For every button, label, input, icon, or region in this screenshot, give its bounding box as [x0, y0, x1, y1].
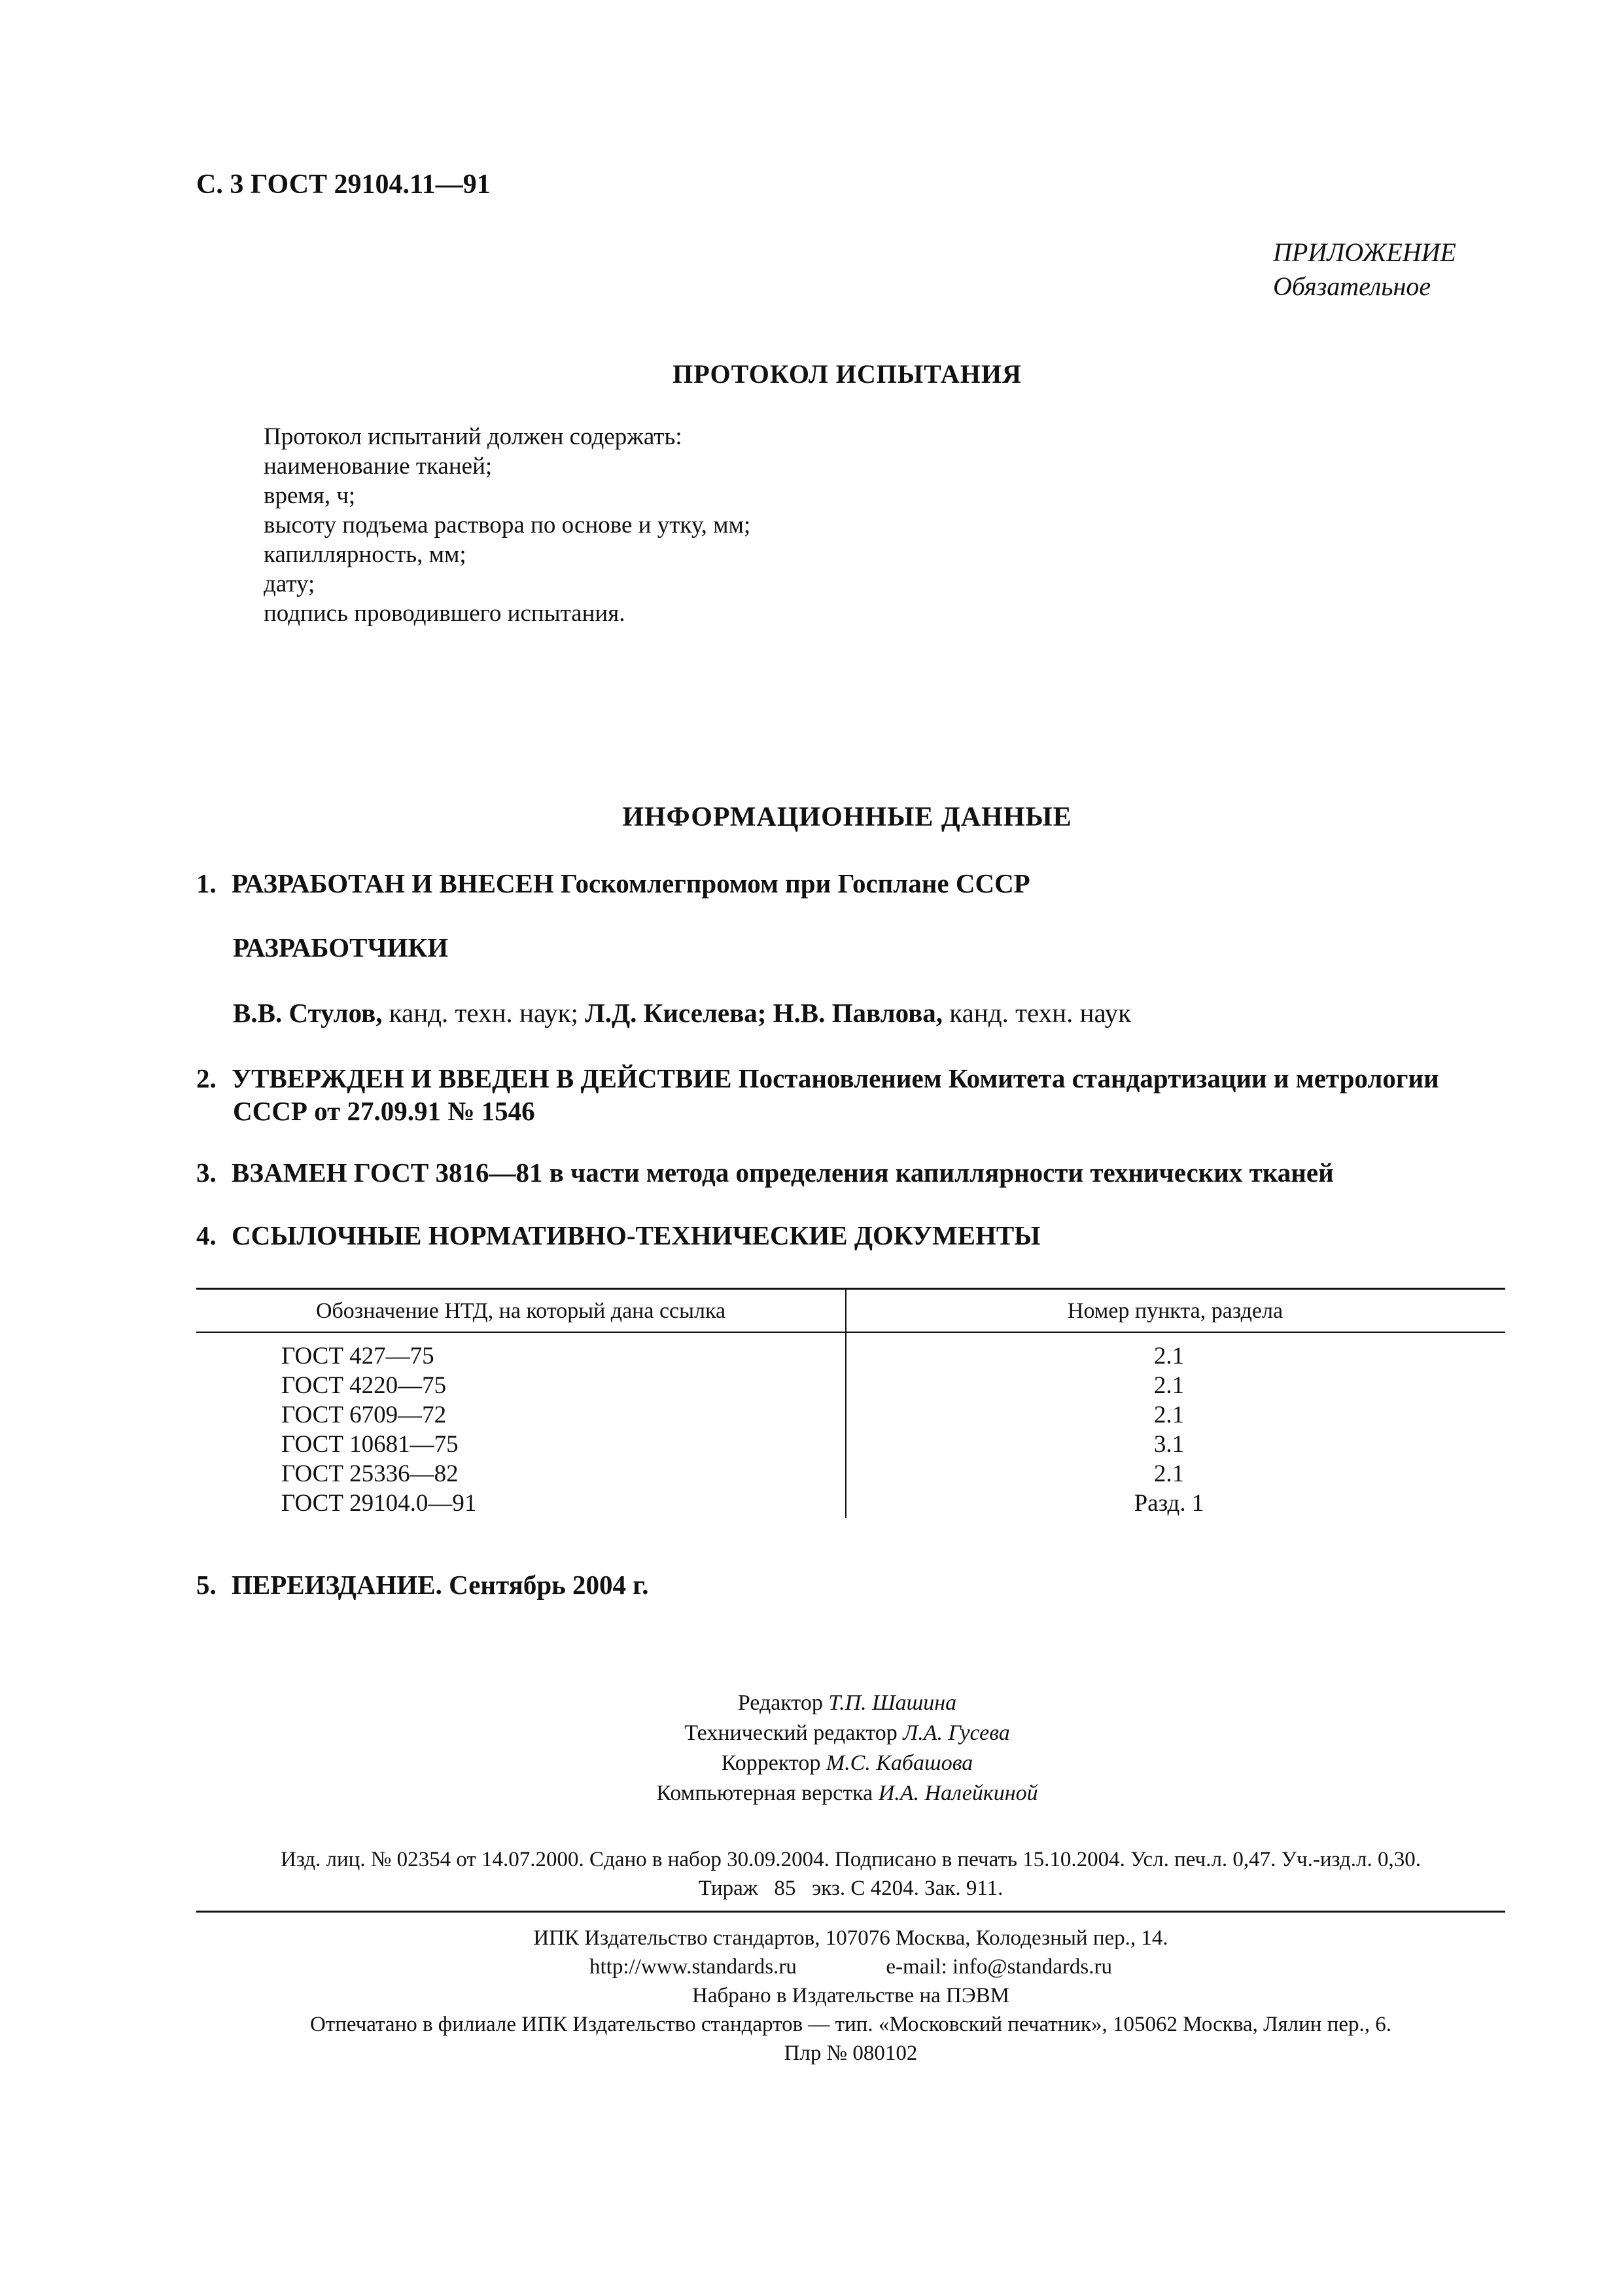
- protocol-line: время, ч;: [264, 482, 356, 509]
- publisher-license: Плр № 080102: [784, 2041, 918, 2065]
- editor-line: [0, 1748, 1623, 1778]
- table-column-designation: [281, 1341, 476, 1518]
- info-item-5: [196, 1568, 649, 1601]
- table-column-clause: [845, 1341, 1493, 1518]
- table-cell: 2.1: [1153, 1372, 1185, 1399]
- table-header-rule: [196, 1332, 1505, 1333]
- table-row: ГОСТ 6709—72: [281, 1402, 447, 1428]
- editor-role: Корректор: [721, 1751, 826, 1775]
- table-header-designation: Обозначение НТД, на который дана ссылка: [315, 1299, 726, 1323]
- protocol-line: Протокол испытаний должен содержать:: [264, 423, 682, 450]
- appendix-title: ПРИЛОЖЕНИЕ: [1273, 238, 1456, 267]
- developers-list: [233, 997, 1131, 1029]
- publisher-email[interactable]: e-mail: info@standards.ru: [886, 1955, 1112, 1979]
- item-number: 3.: [196, 1157, 217, 1188]
- table-cell: 3.1: [1153, 1431, 1185, 1458]
- info-title: ИНФОРМАЦИОННЫЕ ДАННЫЕ: [622, 802, 1072, 832]
- table-cell: 2.1: [1153, 1460, 1185, 1487]
- imprint-block: [196, 1845, 1505, 1903]
- developer-degree: канд. техн. наук;: [382, 998, 585, 1028]
- item-text: УТВЕРЖДЕН И ВВЕДЕН В ДЕЙСТВИЕ Постановлением Комитета стандартизации и метрологии: [232, 1063, 1439, 1093]
- item-number: 1.: [196, 868, 217, 898]
- protocol-title: ПРОТОКОЛ ИСПЫТАНИЯ: [672, 359, 1022, 389]
- item-text: ВЗАМЕН ГОСТ 3816—81 в части метода определения капиллярности технических тканей: [232, 1157, 1334, 1188]
- imprint-line: Тираж 85 экз. С 4204. Зак. 911.: [698, 1877, 1003, 1900]
- publisher-website[interactable]: http://www.standards.ru: [589, 1955, 797, 1979]
- protocol-list: [264, 422, 750, 628]
- table-row: ГОСТ 4220—75: [281, 1372, 447, 1399]
- info-item-4: [196, 1219, 1041, 1252]
- item-number: 4.: [196, 1220, 217, 1250]
- table-cell: 2.1: [1153, 1402, 1185, 1428]
- developer-degree: канд. техн. наук: [943, 998, 1132, 1028]
- editor-line: [0, 1778, 1623, 1809]
- table-row: ГОСТ 427—75: [281, 1343, 434, 1369]
- info-item-3: [196, 1156, 1334, 1189]
- protocol-line: подпись проводившего испытания.: [264, 600, 625, 627]
- appendix-subtitle: Обязательное: [1273, 272, 1431, 301]
- publisher-contacts: [196, 1952, 1505, 1981]
- publisher-typeset: Набрано в Издательстве на ПЭВМ: [692, 1984, 1009, 2007]
- protocol-line: наименование тканей;: [264, 453, 493, 480]
- appendix-label: [1273, 236, 1456, 304]
- publisher-address: ИПК Издательство стандартов, 107076 Москва, Колодезный пер., 14.: [533, 1926, 1168, 1950]
- editor-role: Технический редактор: [684, 1721, 903, 1745]
- protocol-line: дату;: [264, 571, 315, 597]
- imprint-line: Изд. лиц. № 02354 от 14.07.2000. Сдано в набор 30.09.2004. Подписано в печать 15.10.2004. Усл. печ.л. 0,47. Уч.-изд.л. 0,30.: [280, 1848, 1421, 1871]
- item-number: 5.: [196, 1570, 217, 1600]
- editor-name: И.А. Налейкиной: [878, 1781, 1038, 1805]
- table-row: ГОСТ 25336—82: [281, 1460, 459, 1487]
- item-text: ССЫЛОЧНЫЕ НОРМАТИВНО-ТЕХНИЧЕСКИЕ ДОКУМЕНТЫ: [232, 1220, 1041, 1250]
- editor-role: Редактор: [737, 1691, 829, 1715]
- table-row: ГОСТ 10681—75: [281, 1431, 459, 1458]
- info-item-1: [196, 867, 1030, 900]
- publisher-printed: Отпечатано в филиале ИПК Издательство стандартов — тип. «Московский печатник», 105062 Москва, Лялин пер., 6.: [309, 2013, 1392, 2036]
- item-number: 2.: [196, 1063, 217, 1093]
- editor-line: [0, 1688, 1623, 1718]
- protocol-line: капиллярность, мм;: [264, 541, 466, 568]
- publisher-block: [196, 1924, 1505, 2068]
- imprint-rule: [196, 1911, 1505, 1913]
- info-item-2-cont: СССР от 27.09.91 № 1546: [233, 1096, 535, 1126]
- item-text: ПЕРЕИЗДАНИЕ. Сентябрь 2004 г.: [232, 1570, 649, 1600]
- table-header-clause: Номер пункта, раздела: [1067, 1299, 1283, 1323]
- table-cell: 2.1: [1153, 1343, 1185, 1369]
- editor-name: Т.П. Шашина: [828, 1691, 957, 1715]
- table-row: ГОСТ 29104.0—91: [281, 1490, 477, 1517]
- table-top-rule: [196, 1288, 1505, 1290]
- developers-title: РАЗРАБОТЧИКИ: [233, 932, 449, 963]
- editors-block: [0, 1688, 1623, 1809]
- table-cell: Разд. 1: [1134, 1490, 1204, 1517]
- page-header: С. 3 ГОСТ 29104.11—91: [196, 169, 491, 200]
- item-text: РАЗРАБОТАН И ВНЕСЕН Госкомлегпромом при Госплане СССР: [232, 868, 1030, 898]
- editor-name: М.С. Кабашова: [826, 1751, 973, 1775]
- info-item-2: [196, 1062, 1439, 1095]
- developer-name: Л.Д. Киселева; Н.В. Павлова,: [585, 998, 943, 1028]
- editor-name: Л.А. Гусева: [903, 1721, 1010, 1745]
- editor-role: Компьютерная верстка: [656, 1781, 879, 1805]
- editor-line: [0, 1718, 1623, 1748]
- developer-name: В.В. Стулов,: [233, 998, 383, 1028]
- protocol-line: высоту подъема раствора по основе и утку, мм;: [264, 512, 751, 539]
